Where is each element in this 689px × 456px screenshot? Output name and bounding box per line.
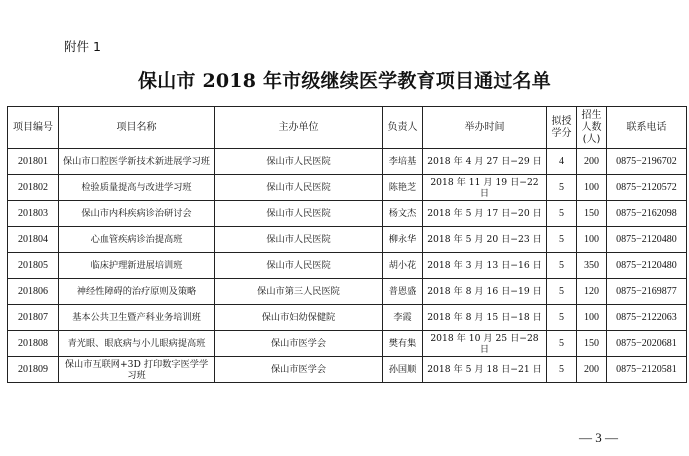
organizer-cell: 保山市医学会 (215, 357, 383, 383)
dates-cell: 2018 年 5 月 18 日−21 日 (423, 357, 547, 383)
header-enrollment: 招生人数(人) (577, 107, 607, 149)
header-person-in-charge: 负责人 (383, 107, 423, 149)
project-name-cell: 青光眼、眼底病与小儿眼病提高班 (59, 331, 215, 357)
header-dates: 举办时间 (423, 107, 547, 149)
table-row (8, 149, 687, 175)
header-project-code: 项目编号 (8, 107, 59, 149)
phone-cell: 0875−2162098 (607, 201, 687, 227)
projects-table (7, 106, 687, 383)
table-row (8, 357, 687, 383)
person-in-charge-cell: 陈艳芝 (383, 175, 423, 201)
person-in-charge-cell: 柳永华 (383, 227, 423, 253)
project-code-cell: 201805 (8, 253, 59, 279)
organizer-cell: 保山市人民医院 (215, 201, 383, 227)
table-header-row (8, 107, 687, 149)
enrollment-cell: 350 (577, 253, 607, 279)
person-in-charge-cell: 普恩盛 (383, 279, 423, 305)
dates-cell: 2018 年 4 月 27 日−29 日 (423, 149, 547, 175)
organizer-cell: 保山市人民医院 (215, 253, 383, 279)
table-row (8, 253, 687, 279)
project-code-cell: 201802 (8, 175, 59, 201)
project-code-cell: 201807 (8, 305, 59, 331)
credits-cell: 5 (547, 331, 577, 357)
enrollment-cell: 100 (577, 305, 607, 331)
phone-cell: 0875−2020681 (607, 331, 687, 357)
project-code-cell: 201809 (8, 357, 59, 383)
credits-cell: 5 (547, 357, 577, 383)
enrollment-cell: 150 (577, 201, 607, 227)
person-in-charge-cell: 胡小花 (383, 253, 423, 279)
phone-cell: 0875−2120581 (607, 357, 687, 383)
table-row (8, 279, 687, 305)
phone-cell: 0875−2196702 (607, 149, 687, 175)
project-name-cell: 临床护理新进展培训班 (59, 253, 215, 279)
dates-cell: 2018 年 5 月 17 日−20 日 (423, 201, 547, 227)
project-code-cell: 201808 (8, 331, 59, 357)
enrollment-cell: 100 (577, 227, 607, 253)
table-row (8, 331, 687, 357)
table-row (8, 175, 687, 201)
person-in-charge-cell: 杨文杰 (383, 201, 423, 227)
credits-cell: 5 (547, 175, 577, 201)
credits-cell: 5 (547, 305, 577, 331)
project-code-cell: 201806 (8, 279, 59, 305)
organizer-cell: 保山市人民医院 (215, 175, 383, 201)
person-in-charge-cell: 樊有集 (383, 331, 423, 357)
project-code-cell: 201801 (8, 149, 59, 175)
dates-cell: 2018 年 8 月 16 日−19 日 (423, 279, 547, 305)
project-code-cell: 201804 (8, 227, 59, 253)
dates-cell: 2018 年 5 月 20 日−23 日 (423, 227, 547, 253)
dates-cell: 2018 年 10 月 25 日−28 日 (423, 331, 547, 357)
document-title: 保山市 2018 年市级继续医学教育项目通过名单 (138, 70, 551, 92)
phone-cell: 0875−2122063 (607, 305, 687, 331)
credits-cell: 5 (547, 253, 577, 279)
organizer-cell: 保山市医学会 (215, 331, 383, 357)
enrollment-cell: 120 (577, 279, 607, 305)
phone-cell: 0875−2120572 (607, 175, 687, 201)
project-name-cell: 保山市口腔医学新技术新进展学习班 (59, 149, 215, 175)
project-name-cell: 心血管疾病诊治提高班 (59, 227, 215, 253)
page-number: — 3 — (579, 430, 618, 445)
project-name-cell: 保山市内科疾病诊治研讨会 (59, 201, 215, 227)
credits-cell: 5 (547, 279, 577, 305)
phone-cell: 0875−2120480 (607, 227, 687, 253)
project-code-cell: 201803 (8, 201, 59, 227)
person-in-charge-cell: 孙国顺 (383, 357, 423, 383)
table-row (8, 201, 687, 227)
enrollment-cell: 150 (577, 331, 607, 357)
header-organizer: 主办单位 (215, 107, 383, 149)
table-body (8, 149, 687, 383)
header-phone: 联系电话 (607, 107, 687, 149)
phone-cell: 0875−2169877 (607, 279, 687, 305)
dates-cell: 2018 年 8 月 15 日−18 日 (423, 305, 547, 331)
person-in-charge-cell: 李霞 (383, 305, 423, 331)
enrollment-cell: 200 (577, 357, 607, 383)
attachment-label: 附件 1 (64, 39, 101, 54)
enrollment-cell: 100 (577, 175, 607, 201)
enrollment-cell: 200 (577, 149, 607, 175)
credits-cell: 4 (547, 149, 577, 175)
header-credits: 拟授学分 (547, 107, 577, 149)
dates-cell: 2018 年 11 月 19 日−22 日 (423, 175, 547, 201)
credits-cell: 5 (547, 227, 577, 253)
project-name-cell: 保山市互联网+3D 打印数字医学学习班 (59, 357, 215, 383)
dates-cell: 2018 年 3 月 13 日−16 日 (423, 253, 547, 279)
organizer-cell: 保山市人民医院 (215, 149, 383, 175)
project-name-cell: 神经性障碍的治疗原则及策略 (59, 279, 215, 305)
header-project-name: 项目名称 (59, 107, 215, 149)
project-name-cell: 基本公共卫生暨产科业务培训班 (59, 305, 215, 331)
table-row (8, 227, 687, 253)
organizer-cell: 保山市人民医院 (215, 227, 383, 253)
table-row (8, 305, 687, 331)
organizer-cell: 保山市第三人民医院 (215, 279, 383, 305)
person-in-charge-cell: 李培基 (383, 149, 423, 175)
organizer-cell: 保山市妇幼保健院 (215, 305, 383, 331)
project-name-cell: 检验质量提高与改进学习班 (59, 175, 215, 201)
credits-cell: 5 (547, 201, 577, 227)
phone-cell: 0875−2120480 (607, 253, 687, 279)
